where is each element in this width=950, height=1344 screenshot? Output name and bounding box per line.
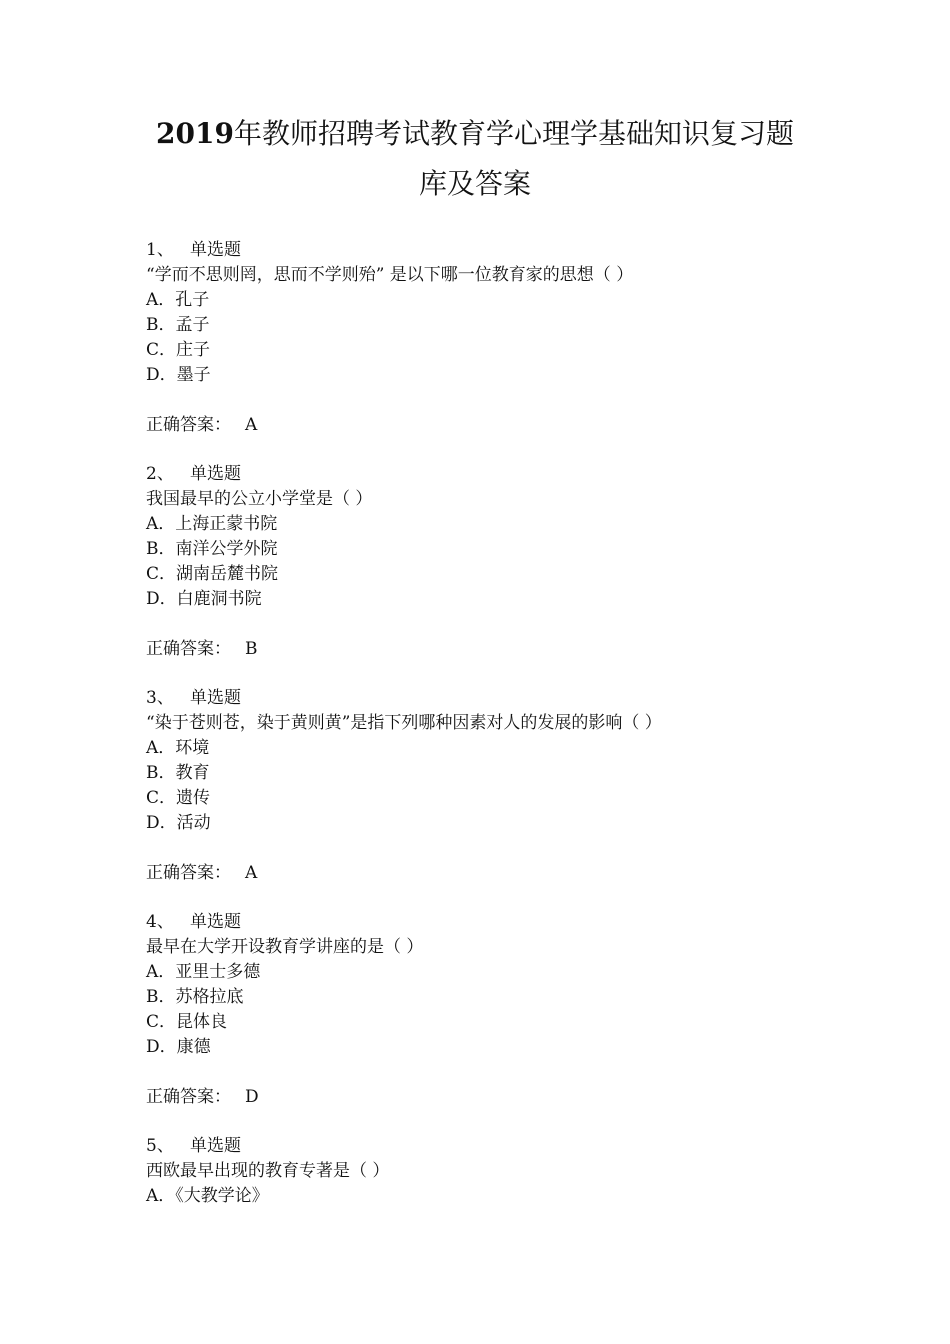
- option-b: B．苏格拉底: [146, 987, 244, 1007]
- question-3: [146, 686, 906, 886]
- option-d: D．墨子: [146, 365, 211, 385]
- correct-answer: 正确答案： A: [146, 863, 258, 883]
- question-stem: 最早在大学开设教育学讲座的是（ ）: [146, 937, 424, 957]
- option-c: C．昆体良: [146, 1012, 228, 1032]
- option-d: D．白鹿洞书院: [146, 589, 262, 609]
- option-b: B．教育: [146, 763, 210, 783]
- question-5: [146, 1134, 906, 1209]
- question-1: [146, 238, 906, 438]
- option-b: B．孟子: [146, 315, 210, 335]
- option-a: A．孔子: [146, 290, 210, 310]
- question-header: 5、 单选题: [146, 1136, 242, 1156]
- question-stem: “染于苍则苍，染于黄则黄”是指下列哪种因素对人的发展的影响（ ）: [146, 713, 662, 733]
- option-c: C．湖南岳麓书院: [146, 564, 279, 584]
- correct-answer: 正确答案： D: [146, 1087, 259, 1107]
- correct-answer: 正确答案： B: [146, 639, 258, 659]
- option-b: B．南洋公学外院: [146, 539, 278, 559]
- document-title-line2: 库及答案: [418, 167, 531, 200]
- question-4: [146, 910, 906, 1110]
- question-header: 2、 单选题: [146, 464, 242, 484]
- option-d: D．活动: [146, 813, 211, 833]
- option-c: C．遗传: [146, 788, 211, 808]
- question-header: 3、 单选题: [146, 688, 242, 708]
- question-header: 1、 单选题: [146, 240, 242, 260]
- question-stem: “学而不思则罔，思而不学则殆” 是以下哪一位教育家的思想（ ）: [146, 265, 634, 285]
- option-a: A．上海正蒙书院: [146, 514, 278, 534]
- option-a: A．环境: [146, 738, 210, 758]
- question-stem: 西欧最早出现的教育专著是（ ）: [146, 1161, 390, 1181]
- title-text: 年教师招聘考试教育学心理学基础知识复习题: [233, 117, 794, 150]
- title-year: 2019: [156, 117, 234, 150]
- option-a: A．《大教学论》: [146, 1186, 269, 1206]
- option-a: A．亚里士多德: [146, 962, 261, 982]
- question-header: 4、 单选题: [146, 912, 242, 932]
- correct-answer: 正确答案： A: [146, 415, 258, 435]
- question-stem: 我国最早的公立小学堂是（ ）: [146, 489, 373, 509]
- question-2: [146, 462, 906, 662]
- option-d: D．康德: [146, 1037, 211, 1057]
- document-title-line1: [0, 112, 950, 152]
- option-c: C．庄子: [146, 340, 211, 360]
